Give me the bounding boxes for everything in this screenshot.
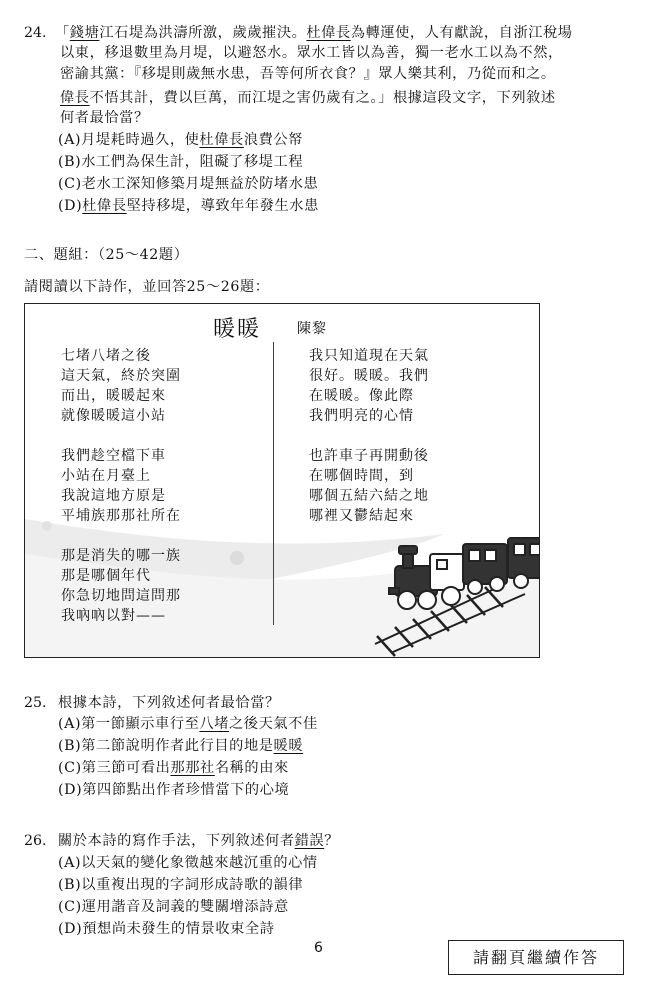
poem-line: 這天氣，終於突圍	[61, 368, 181, 384]
q25-number: 25.	[24, 695, 47, 711]
section-intro: 請閱讀以下詩作，並回答25～26題：	[24, 279, 270, 295]
continue-notice: 請翻頁繼續作答	[448, 940, 624, 975]
q25-option-b[interactable]: (B)第二節說明作者此行目的地是暖暖	[58, 738, 304, 754]
q25-option-a[interactable]: (A)第一節顯示車行至八堵之後天氣不佳	[58, 716, 318, 732]
poem-line: 我只知道現在天氣	[309, 348, 429, 364]
poem-line: 很好。暖暖。我們	[309, 368, 429, 384]
q26-option-c[interactable]: (C)運用諧音及詞義的雙關增添詩意	[58, 899, 289, 915]
poem-line: 就像暖暖這小站	[61, 408, 166, 424]
poem-line: 而出，暖暖起來	[61, 388, 166, 404]
q26-number: 26.	[24, 833, 47, 849]
poem-line: 那是哪個年代	[61, 568, 151, 584]
poem-line: 也許車子再開動後	[309, 448, 429, 464]
poem-divider	[273, 342, 274, 625]
q26-option-a[interactable]: (A)以天氣的變化象徵越來越沉重的心情	[58, 855, 318, 871]
q24-line-2: 以東，移退數里為月堤，以避怒水。眾水工皆以為善，獨一老水工以為不然，	[60, 45, 563, 61]
poem-box	[24, 303, 540, 658]
section-heading: 二、題組：（25～42題）	[24, 247, 189, 263]
poem-line: 你急切地問這問那	[61, 588, 181, 604]
q24-number: 24.	[24, 25, 47, 41]
poem-author: 陳黎	[297, 321, 327, 337]
q25-option-c[interactable]: (C)第三節可看出那那社名稱的由來	[58, 760, 289, 776]
page-number: 6	[314, 940, 323, 956]
poem-line: 我們明亮的心情	[309, 408, 414, 424]
poem-line: 那是消失的哪一族	[61, 548, 181, 564]
poem-line: 小站在月臺上	[61, 468, 151, 484]
q25-option-d[interactable]: (D)第四節點出作者珍惜當下的心境	[58, 782, 290, 798]
poem-line: 平埔族那那社所在	[61, 508, 181, 524]
q24-line-1: 「錢塘江石堤為洪濤所激，歲歲摧決。杜偉長為轉運使，人有獻說，自浙江稅場	[55, 25, 573, 41]
poem-line: 我吶吶以對——	[61, 608, 166, 624]
place-name-qiantang: 錢塘	[69, 25, 100, 41]
poem-line: 七堵八堵之後	[61, 348, 151, 364]
q26-option-d[interactable]: (D)預想尚未發生的情景收束全詩	[58, 921, 275, 937]
poem-title: 暖暖	[213, 317, 262, 342]
poem-line: 在暖暖。像此際	[309, 388, 414, 404]
q26-option-b[interactable]: (B)以重複出現的字詞形成詩歌的韻律	[58, 877, 304, 893]
poem-line: 我說這地方原是	[61, 488, 166, 504]
q24-line-3: 密諭其黨：『移堤則歲無水患，吾等何所衣食？』眾人樂其利，乃從而和之。	[60, 66, 556, 82]
q24-option-d[interactable]: (D)杜偉長堅持移堤，導致年年發生水患	[58, 198, 319, 214]
person-name-du-weichang: 杜偉長	[306, 25, 351, 41]
emphasis-incorrect: 錯誤	[294, 833, 325, 849]
q24-option-a[interactable]: (A)月堤耗時過久，使杜偉長浪費公帑	[58, 132, 303, 148]
q24-line-4: 偉長不悟其計，費以巨萬，而江堤之害仍歲有之。」根據這段文字，下列敘述	[60, 90, 556, 106]
poem-line: 我們趁空檔下車	[61, 448, 166, 464]
person-name-weichang: 偉長	[60, 90, 90, 106]
poem-line: 哪裡又鬱結起來	[309, 508, 414, 524]
q24-option-c[interactable]: (C)老水工深知修築月堤無益於防堵水患	[58, 176, 319, 192]
poem-line: 在哪個時間，到	[309, 468, 414, 484]
q24-option-b[interactable]: (B)水工們為保生計，阻礙了移堤工程	[58, 154, 304, 170]
q26-stem: 關於本詩的寫作手法，下列敘述何者錯誤？	[58, 833, 339, 849]
q25-stem: 根據本詩，下列敘述何者最恰當？	[58, 695, 280, 711]
q24-line-5: 何者最恰當？	[60, 110, 149, 126]
poem-line: 哪個五結六結之地	[309, 488, 429, 504]
